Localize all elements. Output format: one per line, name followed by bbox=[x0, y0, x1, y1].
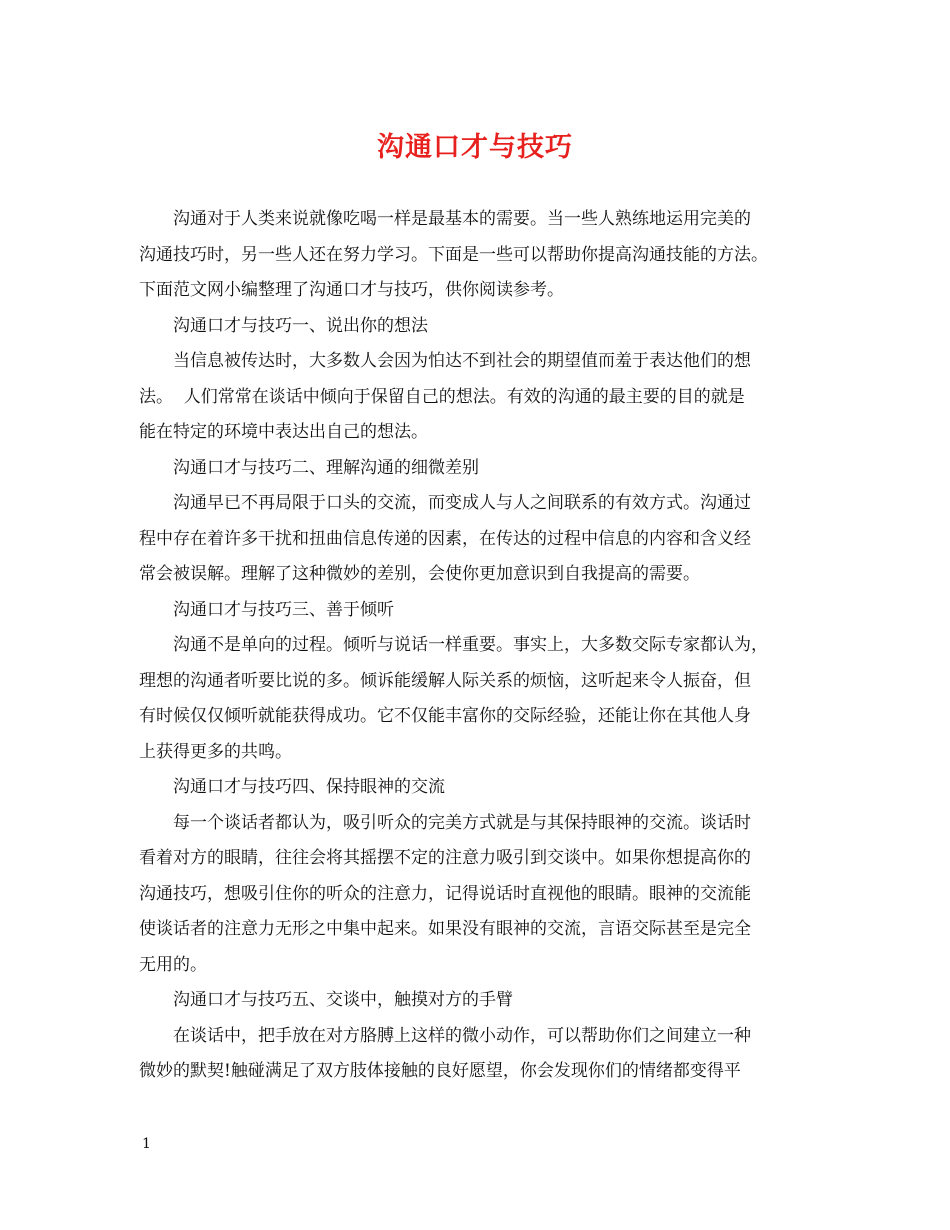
section-heading-2 bbox=[139, 451, 829, 487]
section-heading-4 bbox=[139, 770, 829, 806]
text-line: 有时候仅仅倾听就能获得成功。它不仅能丰富你的交际经验，还能让你在其他人身 bbox=[139, 706, 751, 726]
section-heading-text: 沟通口才与技巧三、善于倾听 bbox=[173, 599, 394, 620]
paragraph-1 bbox=[139, 344, 829, 451]
text-line: 使谈话者的注意力无形之中集中起来。如果没有眼神的交流，言语交际甚至是完全 bbox=[139, 919, 751, 939]
text-line: 沟通技巧时，另一些人还在努力学习。下面是一些可以帮助你提高沟通技能的方法。 bbox=[139, 244, 768, 265]
section-heading-text: 沟通口才与技巧一、说出你的想法 bbox=[173, 315, 428, 336]
text-line: 下面范文网小编整理了沟通口才与技巧，供你阅读参考。 bbox=[139, 280, 564, 300]
text-line: 当信息被传达时，大多数人会因为怕达不到社会的期望值而羞于表达他们的想 bbox=[173, 351, 751, 371]
text-line: 上获得更多的共鸣。 bbox=[139, 741, 292, 762]
text-line: 沟通对于人类来说就像吃喝一样是最基本的需要。当一些人熟练地运用完美的 bbox=[173, 209, 751, 229]
document-body bbox=[139, 202, 829, 1090]
text-line: 无用的。 bbox=[139, 954, 207, 975]
paragraph-4 bbox=[139, 806, 829, 984]
paragraph-3 bbox=[139, 628, 829, 770]
text-line: 常会被误解。理解了这种微妙的差别，会使你更加意识到自我提高的需要。 bbox=[139, 564, 700, 584]
text-line: 法。 人们常常在谈话中倾向于保留自己的想法。有效的沟通的最主要的目的就是 bbox=[139, 386, 745, 407]
text-line: 微妙的默契!触碰满足了双方肢体接触的良好愿望，你会发现你们的情绪都变得平 bbox=[139, 1061, 741, 1081]
document-title: 沟通口才与技巧 bbox=[377, 132, 573, 163]
section-heading-text: 沟通口才与技巧五、交谈中，触摸对方的手臂 bbox=[173, 990, 513, 1010]
paragraph-5 bbox=[139, 1019, 829, 1090]
section-heading-text: 沟通口才与技巧四、保持眼神的交流 bbox=[173, 777, 445, 797]
text-line: 每一个谈话者都认为，吸引听众的完美方式就是与其保持眼神的交流。谈话时 bbox=[173, 812, 751, 833]
text-line: 程中存在着许多干扰和扭曲信息传递的因素，在传达的过程中信息的内容和含义经 bbox=[139, 528, 751, 549]
paragraph-2 bbox=[139, 486, 829, 593]
section-heading-text: 沟通口才与技巧二、理解沟通的细微差别 bbox=[173, 457, 479, 478]
text-line: 沟通早已不再局限于口头的交流，而变成人与人之间联系的有效方式。沟通过 bbox=[173, 493, 751, 513]
paragraph-intro bbox=[139, 202, 829, 309]
text-line: 理想的沟通者听要比说的多。倾诉能缓解人际关系的烦恼，这听起来令人振奋，但 bbox=[139, 670, 751, 691]
section-heading-5 bbox=[139, 983, 829, 1019]
text-line: 能在特定的环境中表达出自己的想法。 bbox=[139, 422, 428, 442]
text-line: 沟通不是单向的过程。倾听与说话一样重要。事实上，大多数交际专家都认为， bbox=[173, 635, 768, 655]
text-line: 看着对方的眼睛，往往会将其摇摆不定的注意力吸引到交谈中。如果你想提高你的 bbox=[139, 848, 751, 868]
section-heading-3 bbox=[139, 593, 829, 629]
section-heading-1 bbox=[139, 309, 829, 345]
text-line: 沟通技巧，想吸引住你的听众的注意力，记得说话时直视他的眼睛。眼神的交流能 bbox=[139, 883, 751, 904]
page-number: 1 bbox=[142, 1136, 151, 1152]
text-line: 在谈话中，把手放在对方胳膊上这样的微小动作，可以帮助你们之间建立一种 bbox=[173, 1025, 751, 1046]
